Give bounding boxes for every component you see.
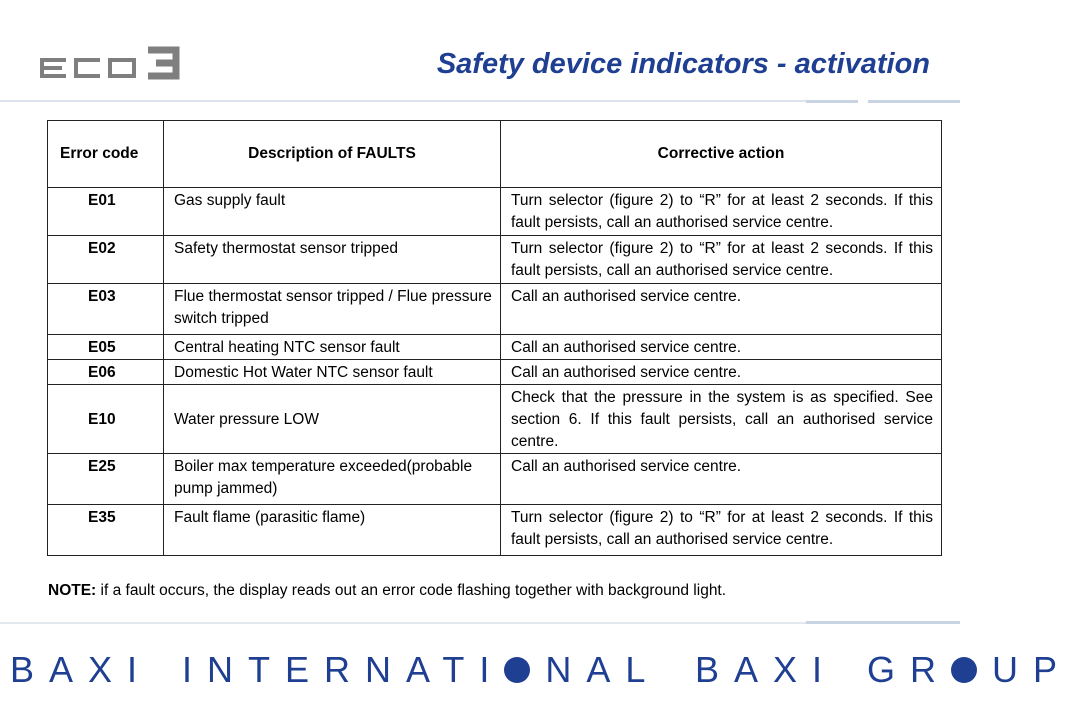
column-header-description: Description of FAULTS — [164, 121, 501, 188]
table-row — [48, 454, 942, 505]
note-text — [48, 582, 726, 600]
corrective-action-cell: Check that the pressure in the system is as specified. See section 6. If this fault persists, call an authorised service centre. — [501, 385, 942, 454]
note-body: if a fault occurs, the display reads out an error code flashing together with background light. — [96, 582, 727, 599]
page-title: Safety device indicators - activation — [436, 48, 930, 80]
table-row — [48, 335, 942, 360]
corrective-action-cell: Call an authorised service centre. — [501, 335, 942, 360]
error-code-cell: E02 — [48, 236, 164, 284]
error-code-cell: E25 — [48, 454, 164, 505]
error-code-cell: E01 — [48, 188, 164, 236]
fault-description-cell: Boiler max temperature exceeded(probable pump jammed) — [164, 454, 501, 505]
fault-description-cell: Central heating NTC sensor fault — [164, 335, 501, 360]
o-dot-icon — [951, 657, 977, 683]
baxi-international-logo — [10, 650, 660, 690]
error-code-cell: E35 — [48, 505, 164, 556]
fault-description-cell: Gas supply fault — [164, 188, 501, 236]
brand-word: BAXI — [695, 649, 838, 690]
table-row — [48, 360, 942, 385]
brand-word: INTERNATI — [182, 649, 505, 690]
corrective-action-cell: Turn selector (figure 2) to “R” for at least 2 seconds. If this fault persists, call an authorised service centre. — [501, 505, 942, 556]
table-row — [48, 188, 942, 236]
fault-description-cell: Fault flame (parasitic flame) — [164, 505, 501, 556]
table-row — [48, 505, 942, 556]
corrective-action-cell: Turn selector (figure 2) to “R” for at least 2 seconds. If this fault persists, call an authorised service centre. — [501, 188, 942, 236]
corrective-action-cell: Call an authorised service centre. — [501, 360, 942, 385]
footer-divider-accent — [806, 621, 960, 624]
o-dot-icon — [504, 657, 530, 683]
baxi-group-logo — [695, 650, 1072, 690]
error-code-cell: E10 — [48, 385, 164, 454]
brand-word: NAL — [545, 649, 661, 690]
fault-description-cell: Safety thermostat sensor tripped — [164, 236, 501, 284]
eco3-logo — [38, 44, 184, 80]
column-header-error-code: Error code — [48, 121, 164, 188]
brand-word: UP — [992, 649, 1072, 690]
fault-description-cell: Domestic Hot Water NTC sensor fault — [164, 360, 501, 385]
table-row — [48, 236, 942, 284]
brand-word: BAXI — [10, 649, 153, 690]
table-header-row — [48, 121, 942, 188]
fault-description-cell: Flue thermostat sensor tripped / Flue pressure switch tripped — [164, 284, 501, 335]
error-code-cell: E05 — [48, 335, 164, 360]
corrective-action-cell: Call an authorised service centre. — [501, 284, 942, 335]
table-row — [48, 284, 942, 335]
error-code-cell: E03 — [48, 284, 164, 335]
corrective-action-cell: Call an authorised service centre. — [501, 454, 942, 505]
header-divider-accent — [806, 100, 960, 103]
table-row — [48, 385, 942, 454]
column-header-corrective-action: Corrective action — [501, 121, 942, 188]
brand-word: GR — [867, 649, 952, 690]
fault-description-cell: Water pressure LOW — [164, 385, 501, 454]
note-label: NOTE: — [48, 582, 97, 599]
corrective-action-cell: Turn selector (figure 2) to “R” for at least 2 seconds. If this fault persists, call an authorised service centre. — [501, 236, 942, 284]
error-code-cell: E06 — [48, 360, 164, 385]
fault-table — [47, 120, 942, 556]
